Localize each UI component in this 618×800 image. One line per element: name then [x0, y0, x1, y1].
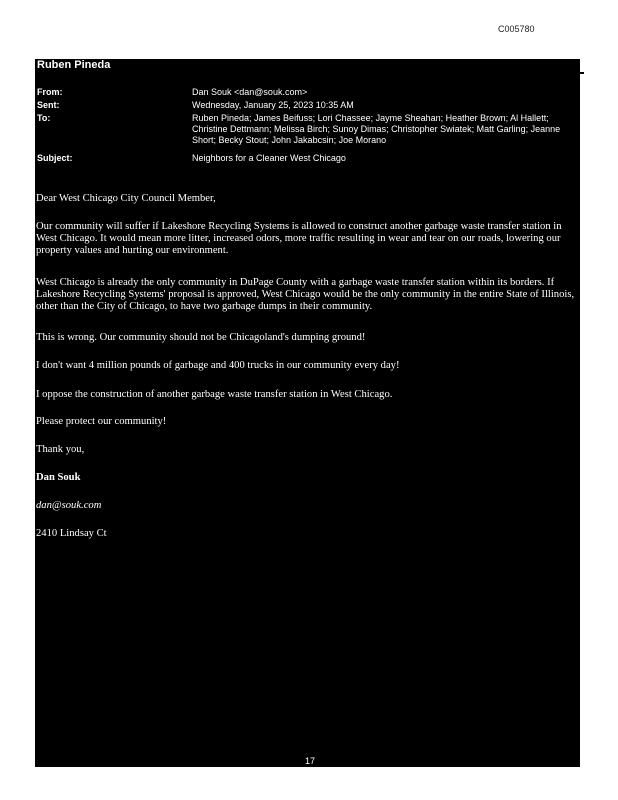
sent-label: Sent:	[37, 100, 60, 110]
paragraph-6: Please protect our community!	[36, 416, 167, 427]
page-number: 17	[305, 756, 316, 766]
paragraph-5: I oppose the construction of another garbage waste transfer station in West Chicago.	[36, 389, 393, 400]
paragraph-4: I don't want 4 million pounds of garbage and 400 trucks in our community every day!	[36, 360, 400, 371]
sender-name: Ruben Pineda	[37, 59, 111, 71]
sent-value: Wednesday, January 25, 2023 10:35 AM	[192, 100, 354, 110]
signature-email: dan@souk.com	[36, 500, 102, 511]
greeting: Dear West Chicago City Council Member,	[36, 193, 216, 204]
from-value: Dan Souk <dan@souk.com>	[192, 87, 308, 97]
from-label: From:	[37, 87, 63, 97]
signature-name: Dan Souk	[36, 472, 81, 483]
sign-off: Thank you,	[36, 444, 85, 455]
paragraph-1: Our community will suffer if Lakeshore Recycling Systems is allowed to construct another garbage waste transfer station in West Chicago. It would mean more litter, increased odors, more traffic resulting in wear and tear on our roads, lowering our property values and hurting our environment.	[36, 221, 562, 256]
email-page	[35, 59, 580, 767]
paragraph-2: West Chicago is already the only community in DuPage County with a garbage waste transfer station within its borders. If Lakeshore Recycling Systems' proposal is approved, West Chicago would be the only community in the entire State of Illinois, other than the City of Chicago, to have two garbage dumps in their community.	[36, 277, 575, 312]
subject-value: Neighbors for a Cleaner West Chicago	[192, 153, 346, 163]
paragraph-3: This is wrong. Our community should not be Chicagoland's dumping ground!	[36, 332, 366, 343]
margin-mark	[580, 72, 584, 74]
subject-label: Subject:	[37, 153, 73, 163]
signature-address: 2410 Lindsay Ct	[36, 528, 107, 539]
to-label: To:	[37, 113, 51, 123]
document-id: C005780	[498, 24, 535, 34]
to-value: Ruben Pineda; James Beifuss; Lori Chassee; Jayme Sheahan; Heather Brown; Al Hallett; Christine Dettmann; Melissa Birch; Sunoy Dimas; Christopher Swiatek; Matt Garling; Jeanne Short; Becky Stout; John Jakabcsin; Joe Morano	[192, 113, 561, 145]
